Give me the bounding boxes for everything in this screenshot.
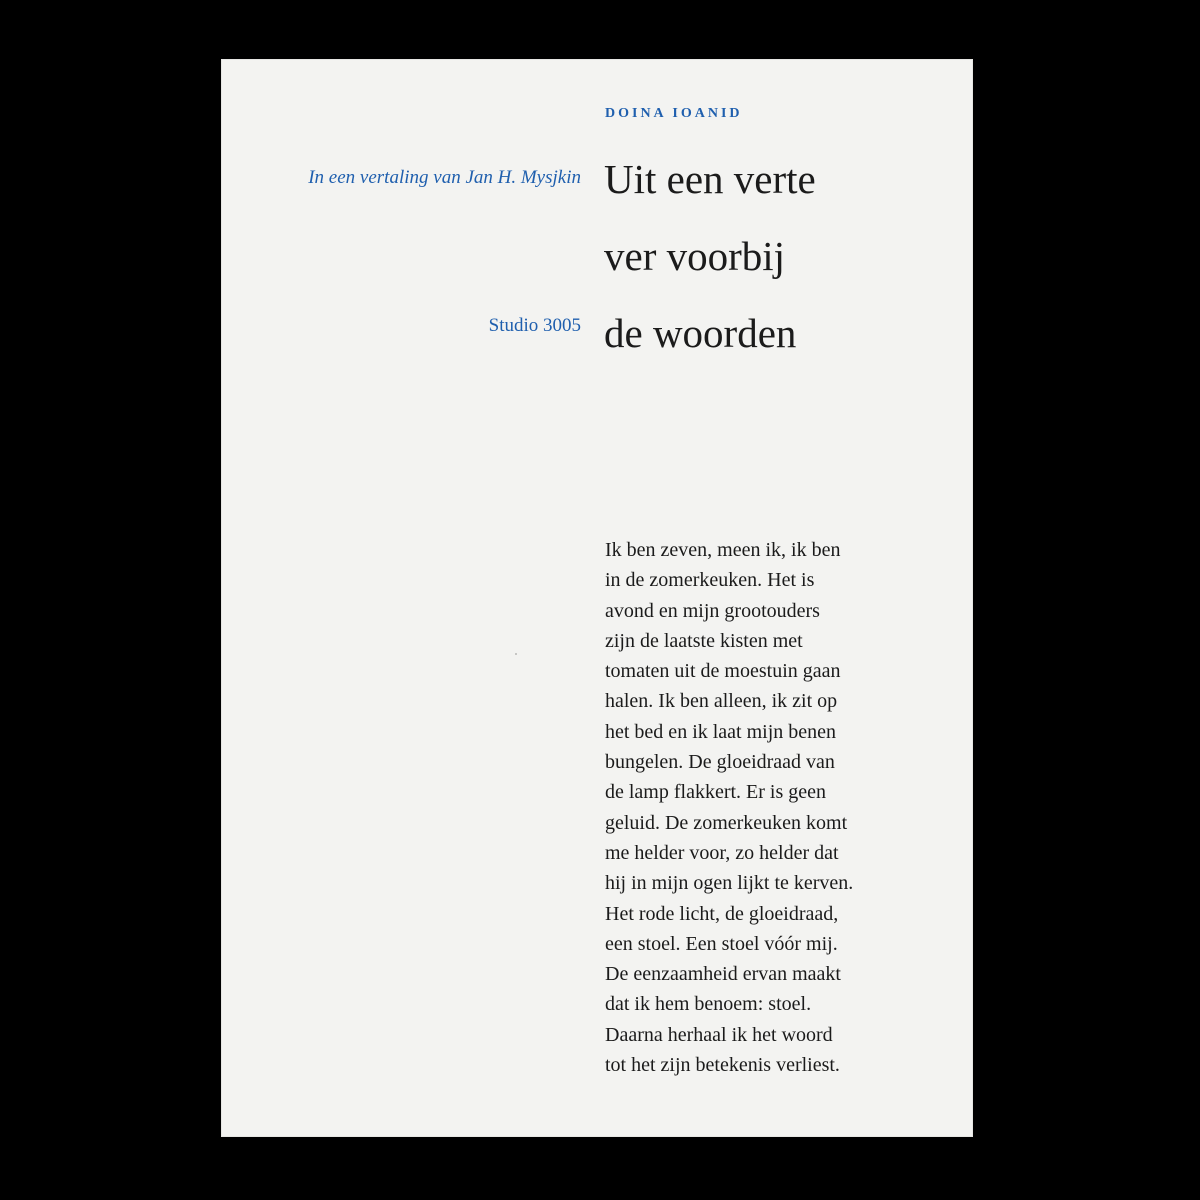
excerpt-line: Ik ben zeven, meen ik, ik ben — [605, 539, 841, 561]
excerpt-line: bungelen. De gloeidraad van — [605, 751, 835, 774]
excerpt-line: hij in mijn ogen lijkt te kerven. — [605, 872, 854, 895]
excerpt-line: tot het zijn betekenis verliest. — [605, 1054, 840, 1077]
title-line: ver voorbij — [604, 233, 786, 279]
book-cover — [221, 59, 973, 1137]
excerpt-line: me helder voor, zo helder dat — [605, 841, 839, 864]
excerpt-line: tomaten uit de moestuin gaan — [605, 660, 841, 683]
book-title — [604, 141, 964, 372]
title-line: de woorden — [604, 310, 797, 356]
excerpt-line: Daarna herhaal ik het woord — [605, 1023, 833, 1046]
author-name: DOINA IOANID — [605, 106, 743, 121]
excerpt-line: halen. Ik ben alleen, ik zit op — [605, 690, 838, 713]
excerpt-line: geluid. De zomerkeuken komt — [605, 811, 848, 834]
excerpt-line: dat ik hem benoem: stoel. — [605, 993, 812, 1016]
translator-credit: In een vertaling van Jan H. Mysjkin — [308, 167, 581, 188]
excerpt-line: het bed en ik laat mijn benen — [605, 720, 837, 743]
title-line: Uit een verte — [604, 156, 816, 202]
excerpt-line: De eenzaamheid ervan maakt — [605, 963, 841, 986]
excerpt-line: avond en mijn grootouders — [605, 599, 820, 622]
paper-speck — [515, 653, 517, 655]
excerpt-line: de lamp flakkert. Er is geen — [605, 781, 827, 804]
excerpt-line: in de zomerkeuken. Het is — [605, 569, 815, 592]
excerpt-text — [605, 535, 925, 1080]
excerpt-line: een stoel. Een stoel vóór mij. — [605, 932, 838, 955]
excerpt-line: Het rode licht, de gloeidraad, — [605, 902, 839, 925]
excerpt-line: zijn de laatste kisten met — [605, 629, 803, 652]
publisher-name: Studio 3005 — [488, 315, 581, 336]
